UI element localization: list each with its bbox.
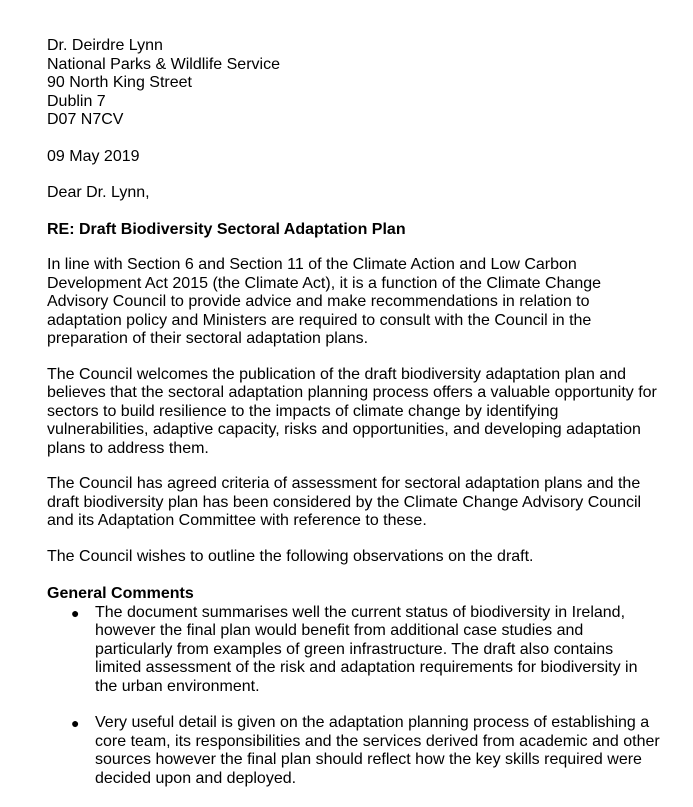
recipient-address [47,37,662,130]
recipient-postcode: D07 N7CV [47,111,124,128]
recipient-organisation: National Parks & Wildlife Service [47,55,280,73]
list-item-text: The document summarises well the current status of biodiversity in Ireland, however the final plan would benefit from additional case studies and particularly from examples of green infrastructure. The draft also contains limited assessment of the risk and adaptation requirements for biodiversity in the urban environment. [95,603,638,695]
letter-date: 09 May 2019 [47,147,140,165]
bullet-icon: ● [71,715,80,731]
recipient-name: Dr. Deirdre Lynn [47,37,163,54]
general-comments-list [47,604,662,789]
salutation: Dear Dr. Lynn, [47,184,150,201]
paragraph-assessment-criteria: The Council has agreed criteria of assessment for sectoral adaptation plans and the draft biodiversity plan has been considered by the Climate Change Advisory Council and its Adaptation Committee with reference to these. [47,475,642,529]
list-item [47,604,662,697]
paragraph-observations-intro: The Council wishes to outline the following observations on the draft. [47,547,534,565]
recipient-city: Dublin 7 [47,92,106,110]
section-heading-general-comments: General Comments [47,585,194,602]
list-item [47,714,662,788]
bullet-icon: ● [71,604,80,621]
paragraph-council-welcome: The Council welcomes the publication of the draft biodiversity adaptation plan and believes that the sectoral adaptation planning process offers a valuable opportunity for sectors to build resilience to the impacts of climate change by identifying vulnerabilities, adaptive capacity, risks and opportunities, and developing adaptation plans to address them. [47,365,657,457]
paragraph-statutory-context: In line with Section 6 and Section 11 of the Climate Action and Low Carbon Development Act 2015 (the Climate Act), it is a function of the Climate Change Advisory Council to provide advice and make recommendations in relation to adaptation policy and Ministers are required to consult with the Council in the preparation of their sectoral adaptation plans. [47,256,602,347]
list-item-text: Very useful detail is given on the adaptation planning process of establishing a core team, its responsibilities and the services derived from academic and other sources however the final plan should reflect how the key skills required were decided upon and deployed. [95,714,660,787]
subject-line: RE: Draft Biodiversity Sectoral Adaptation Plan [47,220,406,238]
letter-page [47,37,662,788]
recipient-street: 90 North King Street [47,74,192,91]
